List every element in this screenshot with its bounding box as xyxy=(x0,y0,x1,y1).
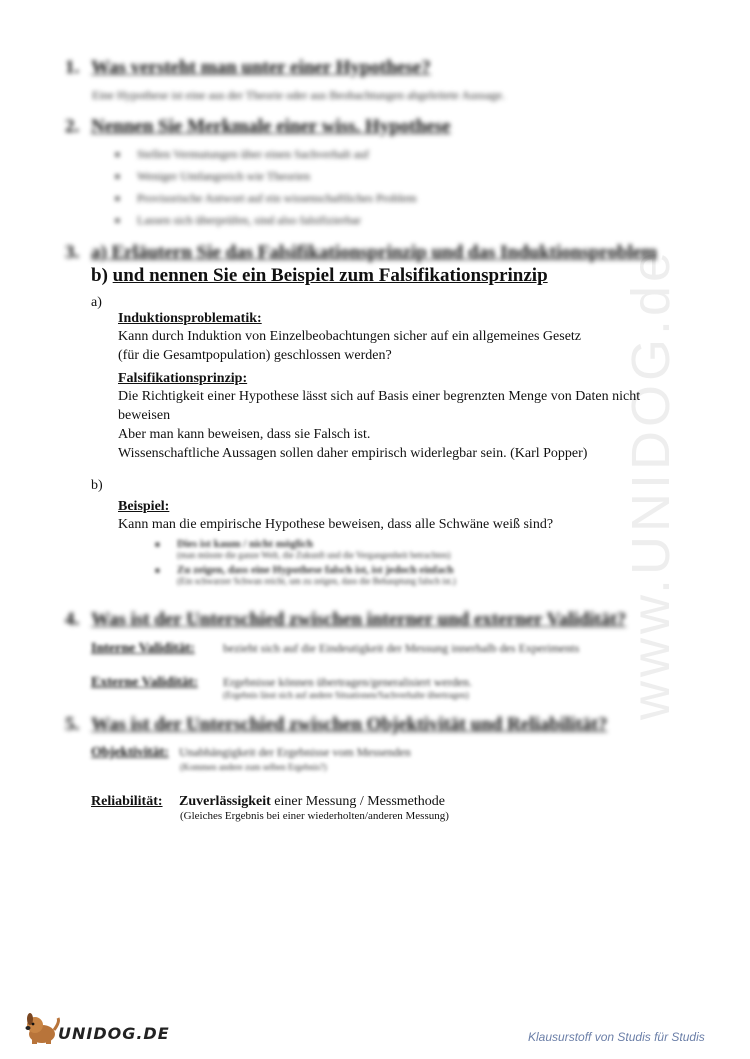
reliability-row xyxy=(91,792,445,810)
objectivity-note: (Kommen andere zum selben Ergebnis?) xyxy=(180,762,327,772)
reliability-note: (Gleiches Ergebnis bei einer wiederholten/anderen Messung) xyxy=(180,810,449,822)
question-number: 2. xyxy=(65,116,80,137)
list-item: ■ Zu zeigen, dass eine Hypothese falsch ist, ist jedoch einfach xyxy=(155,564,454,576)
question-4-title xyxy=(65,609,626,631)
intern-validity-label: Interne Validität: xyxy=(91,641,195,656)
list-item: ■ Dies ist kaum / nicht möglich xyxy=(155,538,313,550)
beispiel-section xyxy=(118,499,553,534)
list-item: ■ Provisorische Antwort auf ein wissenschaftliches Problem xyxy=(115,187,417,209)
beispiel-subpoints xyxy=(155,538,456,586)
question-part-label: b) xyxy=(91,265,113,286)
extern-validity-label: Externe Validität: xyxy=(91,675,198,690)
falsifikation-line: Die Richtigkeit einer Hypothese lässt sich auf Basis einer begrenzten Menge von Daten nicht xyxy=(118,389,641,404)
question-number: 4. xyxy=(65,609,80,630)
logo-text: UNIDOG.DE xyxy=(58,1024,170,1043)
dog-logo-icon xyxy=(22,1012,62,1046)
question-3-title-a xyxy=(65,242,657,264)
question-text: Nennen Sie Merkmale einer wiss. Hypothese xyxy=(91,116,451,137)
reliability-bold: Zuverlässigkeit xyxy=(179,794,271,809)
question-1-title xyxy=(65,57,431,79)
falsifikation-section xyxy=(118,371,640,463)
part-a-label: a) xyxy=(91,295,102,310)
list-item: ■ Stellen Vermutungen über einen Sachverhalt auf xyxy=(115,143,417,165)
falsifikation-line: Wissenschaftliche Aussagen sollen daher empirisch widerlegbar sein. (Karl Popper) xyxy=(118,446,588,461)
falsifikation-line: Aber man kann beweisen, dass sie Falsch ist. xyxy=(118,427,371,442)
falsifikation-line: beweisen xyxy=(118,408,171,423)
extern-validity-row xyxy=(91,673,472,691)
question-3-title-b xyxy=(91,265,548,287)
reliability-text: einer Messung / Messmethode xyxy=(270,794,445,809)
question-text: Was ist der Unterschied zwischen interner und externer Validität? xyxy=(91,609,627,630)
induktion-section xyxy=(118,311,581,365)
induktion-heading: Induktionsproblematik: xyxy=(118,311,262,326)
list-item: ■ Lassen sich überprüfen, sind also falsifizierbar xyxy=(115,209,417,231)
watermark-text: www.UNIDOG.de xyxy=(621,247,681,720)
question-number: 1. xyxy=(65,57,80,78)
question-2-bullets xyxy=(115,143,417,231)
question-number: 5. xyxy=(65,714,80,735)
objectivity-text: Unabhängigkeit der Ergebnisse vom Messenden xyxy=(179,745,411,759)
beispiel-line: Kann man die empirische Hypothese beweisen, dass alle Schwäne weiß sind? xyxy=(118,517,554,532)
question-number: 3. xyxy=(65,242,80,263)
objectivity-label: Objektivität: xyxy=(91,745,169,760)
beispiel-heading: Beispiel: xyxy=(118,499,170,514)
intern-validity-row xyxy=(91,639,579,657)
extern-validity-text: Ergebnisse können übertragen/generalisiert werden. xyxy=(223,675,473,689)
reliability-label: Reliabilität: xyxy=(91,794,163,809)
question-text: Was versteht man unter einer Hypothese? xyxy=(91,57,431,78)
footer-tagline: Klausurstoff von Studis für Studis xyxy=(528,1030,705,1044)
list-item-note: (Ein schwarzer Schwan reicht, um zu zeigen, dass die Behauptung falsch ist.) xyxy=(177,576,456,586)
list-item: ■ Weniger Umfangreich wie Theorien xyxy=(115,165,417,187)
induktion-line: Kann durch Induktion von Einzelbeobachtungen sicher auf ein allgemeines Gesetz xyxy=(118,329,582,344)
footer-logo xyxy=(22,1012,170,1046)
intern-validity-text: bezieht sich auf die Eindeutigkeit der Messung innerhalb des Experiments xyxy=(223,641,580,655)
question-text: Was ist der Unterschied zwischen Objektivität und Reliabilität? xyxy=(91,714,608,735)
question-5-title xyxy=(65,714,607,736)
question-text: und nennen Sie ein Beispiel zum Falsifikationsprinzip xyxy=(112,265,548,286)
question-2-title xyxy=(65,116,451,138)
falsifikation-heading: Falsifikationsprinzip: xyxy=(118,371,248,386)
extern-validity-note: (Ergebnis lässt sich auf andere Situationen/Sachverhalte übertragen) xyxy=(223,690,469,700)
objectivity-row xyxy=(91,743,411,761)
induktion-line: (für die Gesamtpopulation) geschlossen werden? xyxy=(118,348,392,363)
list-item-note: (man müsste die ganze Welt, die Zukunft und die Vergangenheit betrachten) xyxy=(177,550,451,560)
part-b-label: b) xyxy=(91,478,103,493)
question-text: a) Erläutern Sie das Falsifikationsprinzip und das Induktionsproblem xyxy=(91,242,658,263)
question-1-answer: Eine Hypothese ist eine aus der Theorie oder aus Beobachtungen abgeleitete Aussage. xyxy=(92,88,505,102)
